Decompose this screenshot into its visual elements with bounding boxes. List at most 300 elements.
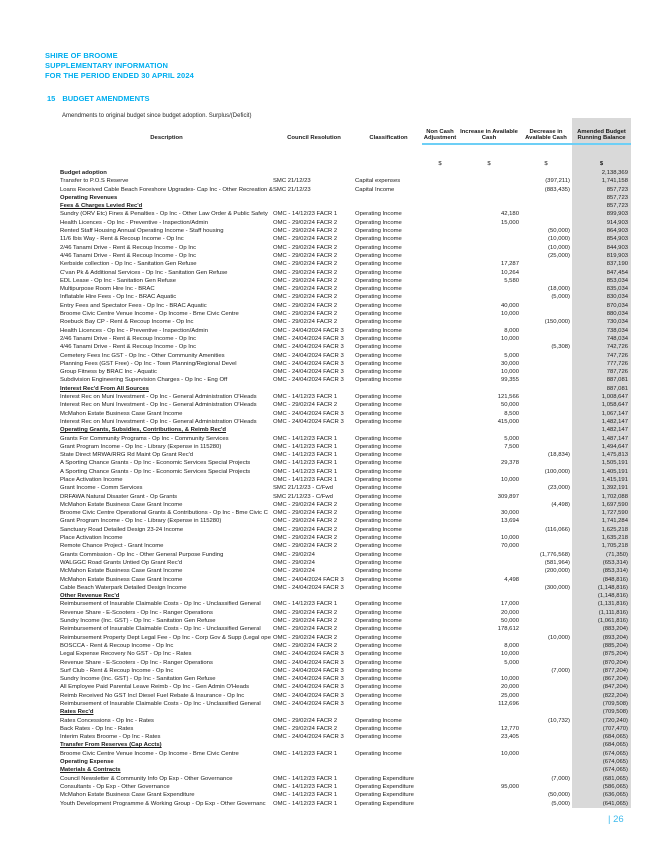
increase-cell: 5,000 bbox=[504, 659, 519, 666]
balance-cell: 1,697,590 bbox=[601, 501, 628, 508]
table-row bbox=[60, 194, 631, 202]
decrease-cell: (581,964) bbox=[544, 559, 570, 566]
decrease-cell: (397,211) bbox=[545, 178, 570, 185]
decrease-currency-symbol: $ bbox=[544, 161, 548, 167]
balance-cell: 1,741,284 bbox=[601, 518, 628, 525]
resolution-cell: OMC - 29/02/24 bbox=[273, 551, 315, 558]
non-cash-cell bbox=[422, 202, 458, 210]
increase-cell bbox=[458, 567, 520, 575]
balance-cell: (1,148,816) bbox=[597, 584, 628, 591]
decrease-cell bbox=[520, 194, 572, 202]
decrease-cell bbox=[520, 360, 572, 368]
balance-cell: (853,314) bbox=[602, 568, 628, 575]
balance-cell: 857,723 bbox=[606, 203, 628, 210]
description-cell: Broome Civic Centre Venue Income - Op Income - Bme Civic Centre bbox=[60, 750, 239, 757]
description-cell: EDL Lease - Op Inc - Sanitation Gen Refuse bbox=[60, 277, 177, 284]
description-cell: Entry Fees and Spectator Fees - Op Inc - BRAC Aquatic bbox=[60, 302, 207, 309]
classification-cell: Operating Income bbox=[355, 526, 402, 533]
description-cell: Sundry Income (Inc. GST) - Op Inc - Sanitation Gen Refuse bbox=[60, 676, 216, 683]
classification-cell: Operating Income bbox=[355, 443, 402, 450]
classification-cell: Operating Income bbox=[355, 311, 402, 318]
description-cell: Other Revenue Rec'd bbox=[60, 593, 120, 600]
balance-cell: 777,726 bbox=[606, 360, 628, 367]
balance-cell: 730,034 bbox=[606, 319, 628, 326]
non-cash-cell bbox=[422, 401, 458, 409]
description-cell: McMahon Estate Business Case Grant Income bbox=[60, 576, 183, 583]
table-row bbox=[60, 791, 631, 799]
resolution-cell: OMC - 14/12/23 FACR 1 bbox=[273, 443, 338, 450]
classification-cell: Operating Income bbox=[355, 576, 402, 583]
description-cell: Budget adoption bbox=[60, 170, 107, 176]
non-cash-currency-symbol: $ bbox=[438, 161, 442, 167]
non-cash-cell bbox=[422, 252, 458, 260]
table-body bbox=[60, 169, 631, 808]
decrease-cell bbox=[520, 327, 572, 335]
decrease-cell bbox=[520, 169, 572, 177]
increase-cell: 70,000 bbox=[500, 543, 519, 550]
section-number: 15 bbox=[47, 94, 56, 103]
non-cash-cell bbox=[422, 576, 458, 584]
classification-cell: Operating Income bbox=[355, 485, 402, 492]
increase-cell: 5,000 bbox=[504, 435, 519, 442]
description-cell: Remote Chance Project - Grant Income bbox=[60, 543, 164, 550]
decrease-cell: (5,308) bbox=[551, 344, 570, 351]
resolution-cell: OMC - 14/12/23 FACR 1 bbox=[273, 792, 338, 799]
table-row bbox=[60, 576, 631, 584]
decrease-cell bbox=[520, 476, 572, 484]
table-row bbox=[60, 435, 631, 443]
classification-cell: Operating Income bbox=[355, 651, 402, 658]
description-cell: Operating Grants, Subsidies, Contributions, & Reimb Rec'd bbox=[60, 427, 227, 434]
classification-cell: Operating Income bbox=[355, 476, 402, 483]
col-header-balance: Amended Budget Running Balance bbox=[577, 128, 626, 142]
resolution-cell: OMC - 29/02/24 FACR 2 bbox=[273, 501, 338, 508]
description-cell: McMahon Estate Business Case Grant Income bbox=[60, 568, 183, 575]
classification-cell: Operating Income bbox=[355, 559, 402, 566]
resolution-cell bbox=[273, 194, 355, 202]
description-cell: Rented Staff Housing Annual Operating Income - Staff housing bbox=[60, 228, 224, 235]
decrease-cell bbox=[520, 435, 572, 443]
resolution-cell: SMC 21/12/23 bbox=[273, 186, 311, 193]
increase-cell: 40,000 bbox=[500, 302, 519, 309]
increase-cell: 13,694 bbox=[500, 518, 519, 525]
balance-cell: 1,494,647 bbox=[601, 443, 628, 450]
classification-cell: Operating Income bbox=[355, 394, 402, 401]
table-row bbox=[60, 741, 631, 749]
decrease-cell: (116,066) bbox=[545, 526, 570, 533]
classification-cell bbox=[355, 708, 422, 716]
increase-cell bbox=[458, 285, 520, 293]
balance-cell: (883,204) bbox=[602, 626, 628, 633]
table-row bbox=[60, 352, 631, 360]
description-cell: A Sporting Chance Grants - Op Inc - Economic Services Special Projects bbox=[60, 460, 251, 467]
description-cell: A Sporting Chance Grants - Op Inc - Economic Services Special Projects bbox=[60, 468, 251, 475]
resolution-cell: OMC - 29/02/24 FACR 2 bbox=[273, 518, 338, 525]
resolution-cell: OMC - 14/12/23 FACR 1 bbox=[273, 601, 338, 608]
increase-cell: 10,000 bbox=[500, 750, 519, 757]
non-cash-cell bbox=[422, 501, 458, 509]
non-cash-cell bbox=[422, 227, 458, 235]
non-cash-cell bbox=[422, 542, 458, 550]
table-row bbox=[60, 484, 631, 492]
classification-cell bbox=[355, 169, 422, 177]
non-cash-cell bbox=[422, 800, 458, 808]
balance-cell: 857,723 bbox=[606, 194, 628, 201]
description-cell: McMahon Estate Business Case Grant Expenditure bbox=[60, 792, 195, 799]
classification-cell: Operating Income bbox=[355, 319, 402, 326]
non-cash-cell bbox=[422, 567, 458, 575]
currency-symbol-row bbox=[60, 156, 631, 167]
table-row bbox=[60, 277, 631, 285]
description-cell: Sanctuary Road Detailed Design 23-24 Income bbox=[60, 526, 184, 533]
description-cell: Reimb Received No GST Incl Diesel Fuel Rebate & Insurance - Op Inc bbox=[60, 692, 245, 699]
table-row bbox=[60, 327, 631, 335]
resolution-cell bbox=[273, 741, 355, 749]
balance-cell: (720,240) bbox=[602, 717, 628, 724]
description-cell: Interest Rec on Muni Investment - Op Inc - General Administration O'Heads bbox=[60, 418, 257, 425]
decrease-cell bbox=[520, 766, 572, 774]
resolution-cell: OMC - 29/02/24 FACR 2 bbox=[273, 725, 338, 732]
classification-cell: Operating Expenditure bbox=[355, 775, 414, 782]
classification-cell: Operating Income bbox=[355, 692, 402, 699]
classification-cell: Operating Income bbox=[355, 684, 402, 691]
resolution-cell: OMC - 24/04/2024 FACR 3 bbox=[273, 701, 344, 707]
increase-cell bbox=[458, 235, 520, 243]
table-row bbox=[60, 659, 631, 667]
classification-cell: Operating Income bbox=[355, 402, 402, 409]
increase-cell: 50,000 bbox=[500, 402, 519, 409]
classification-cell bbox=[355, 194, 422, 202]
decrease-cell bbox=[520, 642, 572, 650]
classification-cell: Operating Income bbox=[355, 535, 402, 542]
non-cash-cell bbox=[422, 443, 458, 451]
description-cell: Transfer From Reserves (Cap Accts) bbox=[60, 742, 162, 749]
classification-cell: Operating Income bbox=[355, 352, 402, 359]
resolution-cell: OMC - 24/04/2024 FACR 3 bbox=[273, 327, 344, 334]
balance-cell: 1,067,147 bbox=[601, 410, 628, 417]
decrease-cell: (10,000) bbox=[548, 634, 570, 641]
resolution-cell: OMC - 29/02/24 FACR 2 bbox=[273, 618, 338, 625]
decrease-cell bbox=[520, 675, 572, 683]
decrease-cell bbox=[520, 277, 572, 285]
increase-cell bbox=[458, 426, 520, 434]
decrease-cell bbox=[520, 418, 572, 426]
increase-cell bbox=[458, 194, 520, 202]
resolution-cell: SMC 21/12/23 - C/Fwd bbox=[273, 493, 333, 500]
decrease-cell: (18,834) bbox=[548, 452, 570, 459]
balance-cell: (870,204) bbox=[602, 659, 628, 666]
increase-cell bbox=[458, 800, 520, 808]
classification-cell: Operating Expenditure bbox=[355, 800, 414, 807]
resolution-cell: OMC - 14/12/23 FACR 1 bbox=[273, 468, 338, 475]
org-name: SHIRE OF BROOME bbox=[45, 51, 118, 60]
increase-cell: 30,000 bbox=[500, 510, 519, 517]
classification-cell: Operating Income bbox=[355, 302, 402, 309]
increase-cell: 10,000 bbox=[500, 651, 519, 658]
balance-cell: (877,204) bbox=[602, 667, 628, 674]
classification-cell: Operating Income bbox=[355, 642, 402, 649]
classification-cell: Operating Income bbox=[355, 468, 402, 475]
table-row bbox=[60, 385, 631, 393]
table-row bbox=[60, 617, 631, 625]
col-header-non-cash: Non Cash Adjustment bbox=[423, 128, 457, 142]
classification-cell: Operating Income bbox=[355, 551, 402, 558]
resolution-cell: OMC - 29/02/24 FACR 2 bbox=[273, 609, 338, 616]
table-row bbox=[60, 227, 631, 235]
description-cell: Kerbside collection - Op Inc - Sanitation Gen Refuse bbox=[60, 261, 197, 268]
resolution-cell: OMC - 24/04/2024 FACR 3 bbox=[273, 369, 344, 376]
increase-cell bbox=[458, 468, 520, 476]
classification-cell: Operating Income bbox=[355, 634, 402, 641]
increase-cell: 42,180 bbox=[500, 211, 519, 218]
balance-currency-symbol: $ bbox=[599, 161, 604, 167]
decrease-cell bbox=[520, 310, 572, 318]
description-cell: Materials & Contracts bbox=[60, 767, 121, 774]
classification-cell: Capital expenses bbox=[355, 178, 401, 185]
table-row bbox=[60, 733, 631, 741]
non-cash-cell bbox=[422, 758, 458, 766]
classification-cell: Operating Income bbox=[355, 659, 402, 666]
decrease-cell bbox=[520, 741, 572, 749]
description-cell: Broome Civic Centre Venue Income - Op Income - Bme Civic Centre bbox=[60, 311, 239, 318]
table-row bbox=[60, 766, 631, 774]
resolution-cell: OMC - 14/12/23 FACR 1 bbox=[273, 452, 338, 459]
classification-cell: Operating Income bbox=[355, 701, 402, 707]
resolution-cell bbox=[273, 592, 355, 600]
balance-cell: (709,508) bbox=[602, 701, 628, 707]
balance-cell: (707,470) bbox=[602, 725, 628, 732]
description-cell: 2/46 Tanami Drive - Rent & Recoup Income - Op Inc bbox=[60, 335, 197, 342]
increase-cell bbox=[458, 385, 520, 393]
table-row bbox=[60, 667, 631, 675]
classification-cell: Operating Income bbox=[355, 261, 402, 268]
classification-cell: Operating Income bbox=[355, 335, 402, 342]
resolution-cell: OMC - 24/04/2024 FACR 3 bbox=[273, 684, 344, 691]
description-cell: C'van Pk & Additional Services - Op Inc - Sanitation Gen Refuse bbox=[60, 269, 228, 276]
decrease-cell bbox=[520, 783, 572, 791]
resolution-cell: OMC - 29/02/24 FACR 2 bbox=[273, 634, 338, 641]
resolution-cell: OMC - 14/12/23 FACR 1 bbox=[273, 800, 338, 807]
decrease-cell bbox=[520, 219, 572, 227]
table-header-row bbox=[60, 118, 631, 142]
increase-cell: 10,000 bbox=[500, 311, 519, 318]
table-row bbox=[60, 758, 631, 766]
table-row bbox=[60, 509, 631, 517]
description-cell: Operating Expense bbox=[60, 759, 114, 766]
non-cash-cell bbox=[422, 683, 458, 691]
classification-cell bbox=[355, 741, 422, 749]
increase-cell bbox=[458, 559, 520, 567]
balance-cell: (1,131,816) bbox=[597, 601, 628, 608]
decrease-cell bbox=[520, 750, 572, 758]
resolution-cell: OMC - 14/12/23 FACR 1 bbox=[273, 460, 338, 467]
classification-cell bbox=[355, 766, 422, 774]
classification-cell: Operating Expenditure bbox=[355, 792, 414, 799]
balance-cell: 835,034 bbox=[606, 286, 628, 293]
balance-cell: 748,034 bbox=[606, 335, 628, 342]
balance-cell: 787,726 bbox=[606, 369, 628, 376]
decrease-cell bbox=[520, 592, 572, 600]
increase-cell bbox=[458, 484, 520, 492]
description-cell: Revenue Share - E-Scooters - Op Inc - Ranger Operations bbox=[60, 659, 213, 666]
classification-cell: Operating Income bbox=[355, 327, 402, 334]
decrease-cell bbox=[520, 426, 572, 434]
increase-cell: 121,566 bbox=[497, 394, 519, 401]
table-row bbox=[60, 683, 631, 691]
description-cell: Place Activation Income bbox=[60, 476, 123, 483]
non-cash-cell bbox=[422, 269, 458, 277]
table-row bbox=[60, 443, 631, 451]
non-cash-cell bbox=[422, 600, 458, 608]
increase-cell bbox=[458, 775, 520, 783]
description-cell: Roebuck Bay CP - Rent & Recoup Income - Op Inc bbox=[60, 319, 194, 326]
decrease-cell: (5,000) bbox=[551, 800, 570, 807]
balance-cell: (1,111,816) bbox=[598, 609, 628, 616]
balance-cell: 837,190 bbox=[606, 261, 628, 268]
description-cell: Interim Rates Broome - Op Inc - Rates bbox=[60, 734, 161, 741]
non-cash-cell bbox=[422, 675, 458, 683]
table-row bbox=[60, 393, 631, 401]
increase-cell: 10,000 bbox=[500, 476, 519, 483]
resolution-cell: OMC - 29/02/24 FACR 2 bbox=[273, 535, 338, 542]
table-row bbox=[60, 310, 631, 318]
non-cash-cell bbox=[422, 468, 458, 476]
description-cell: BOSCCA - Rent & Recoup Income - Op Inc bbox=[60, 642, 174, 649]
resolution-cell: OMC - 24/04/2024 FACR 3 bbox=[273, 676, 344, 683]
description-cell: Interest Rec on Muni Investment - Op Inc - General Administration O'Heads bbox=[60, 394, 257, 401]
decrease-cell bbox=[520, 542, 572, 550]
increase-cell bbox=[458, 741, 520, 749]
description-cell: Reimbursement of Insurable Claimable Costs - Op Inc - Unclassified General bbox=[60, 626, 261, 633]
increase-cell: 415,000 bbox=[497, 418, 519, 425]
table-caption: Amendments to original budget since budget adoption. Surplus/(Deficit) bbox=[62, 113, 252, 119]
decrease-cell: (50,000) bbox=[548, 792, 570, 799]
description-cell: Place Activation Income bbox=[60, 535, 123, 542]
increase-cell: 12,770 bbox=[500, 725, 519, 732]
table-row bbox=[60, 285, 631, 293]
decrease-cell: (10,000) bbox=[548, 244, 570, 251]
classification-cell: Operating Income bbox=[355, 460, 402, 467]
non-cash-cell bbox=[422, 775, 458, 783]
classification-cell: Operating Income bbox=[355, 601, 402, 608]
balance-cell: (893,204) bbox=[602, 634, 628, 641]
decrease-cell bbox=[520, 692, 572, 700]
decrease-cell bbox=[520, 758, 572, 766]
non-cash-cell bbox=[422, 435, 458, 443]
description-cell: Grant Program Income - Op Inc - Library (Expense in 115280) bbox=[60, 518, 222, 525]
classification-cell: Operating Income bbox=[355, 418, 402, 425]
classification-cell: Operating Income bbox=[355, 236, 402, 243]
increase-cell bbox=[458, 708, 520, 716]
description-cell: Group Fitness by BRAC Inc - Aquatic bbox=[60, 369, 157, 376]
table-row bbox=[60, 260, 631, 268]
description-cell: 4/46 Tanami Drive - Rent & Recoup Income - Op Inc bbox=[60, 252, 197, 259]
decrease-cell: (25,000) bbox=[548, 252, 570, 259]
increase-cell: 10,000 bbox=[500, 676, 519, 683]
table-row bbox=[60, 235, 631, 243]
non-cash-cell bbox=[422, 741, 458, 749]
table-row bbox=[60, 252, 631, 260]
doc-period: FOR THE PERIOD ENDED 30 APRIL 2024 bbox=[45, 71, 194, 80]
resolution-cell: OMC - 29/02/24 FACR 2 bbox=[273, 510, 338, 517]
decrease-cell bbox=[520, 650, 572, 658]
resolution-cell: OMC - 29/02/24 FACR 2 bbox=[273, 543, 338, 550]
description-cell: Operating Revenues bbox=[60, 194, 118, 201]
non-cash-cell bbox=[422, 169, 458, 177]
resolution-cell: OMC - 24/04/2024 FACR 3 bbox=[273, 410, 344, 417]
non-cash-cell bbox=[422, 509, 458, 517]
decrease-cell bbox=[520, 708, 572, 716]
resolution-cell: OMC - 29/02/24 FACR 2 bbox=[273, 402, 338, 409]
non-cash-cell bbox=[422, 551, 458, 559]
balance-cell: 1,482,147 bbox=[601, 418, 628, 425]
classification-cell: Capital Income bbox=[355, 186, 395, 193]
table-row bbox=[60, 169, 631, 177]
balance-cell: (674,065) bbox=[602, 759, 628, 766]
non-cash-cell bbox=[422, 609, 458, 617]
classification-cell: Operating Income bbox=[355, 211, 402, 218]
non-cash-cell bbox=[422, 692, 458, 700]
decrease-cell bbox=[520, 683, 572, 691]
increase-cell: 25,000 bbox=[500, 692, 519, 699]
increase-cell bbox=[458, 634, 520, 642]
decrease-cell: (100,000) bbox=[544, 468, 570, 475]
increase-cell: 30,000 bbox=[500, 360, 519, 367]
classification-cell: Operating Income bbox=[355, 618, 402, 625]
resolution-cell: OMC - 24/04/2024 FACR 3 bbox=[273, 584, 344, 591]
resolution-cell: OMC - 14/12/23 FACR 1 bbox=[273, 775, 338, 782]
non-cash-cell bbox=[422, 177, 458, 185]
description-cell: Transfer to P.O.S Reserve bbox=[60, 178, 129, 185]
resolution-cell: OMC - 24/04/2024 FACR 3 bbox=[273, 734, 344, 741]
balance-cell: 887,081 bbox=[606, 385, 628, 392]
resolution-cell: OMC - 14/12/23 FACR 1 bbox=[273, 435, 338, 442]
table-row bbox=[60, 360, 631, 368]
col-header-classification: Classification bbox=[369, 135, 408, 142]
classification-cell: Operating Income bbox=[355, 750, 402, 757]
table-row bbox=[60, 493, 631, 501]
increase-cell: 8,500 bbox=[504, 410, 519, 417]
resolution-cell bbox=[273, 708, 355, 716]
increase-currency-symbol: $ bbox=[487, 161, 491, 167]
resolution-cell: SMC 21/12/23 - C/Fwd bbox=[273, 485, 333, 492]
description-cell: 11/6 Ibis Way - Rent & Recoup Income - Op Inc bbox=[60, 236, 184, 243]
decrease-cell: (7,000) bbox=[551, 775, 570, 782]
increase-cell: 17,000 bbox=[500, 601, 519, 608]
resolution-cell: OMC - 24/04/2024 FACR 3 bbox=[273, 667, 344, 674]
decrease-cell: (23,000) bbox=[548, 485, 570, 492]
decrease-cell: (10,732) bbox=[548, 717, 570, 724]
non-cash-cell bbox=[422, 451, 458, 459]
classification-cell: Operating Income bbox=[355, 734, 402, 741]
balance-cell: 1,392,191 bbox=[601, 485, 628, 492]
decrease-cell bbox=[520, 733, 572, 741]
increase-cell: 10,000 bbox=[500, 335, 519, 342]
increase-cell bbox=[458, 186, 520, 194]
classification-cell: Operating Income bbox=[355, 228, 402, 235]
resolution-cell: OMC - 24/04/2024 FACR 3 bbox=[273, 576, 344, 583]
decrease-cell: (7,000) bbox=[551, 667, 570, 674]
decrease-cell bbox=[520, 459, 572, 467]
decrease-cell: (5,000) bbox=[551, 294, 570, 301]
table-row bbox=[60, 468, 631, 476]
increase-cell: 112,696 bbox=[498, 701, 519, 707]
balance-cell: (684,065) bbox=[602, 734, 628, 741]
table-row bbox=[60, 202, 631, 210]
increase-cell: 20,000 bbox=[500, 609, 519, 616]
table-row bbox=[60, 625, 631, 633]
decrease-cell bbox=[520, 700, 572, 708]
